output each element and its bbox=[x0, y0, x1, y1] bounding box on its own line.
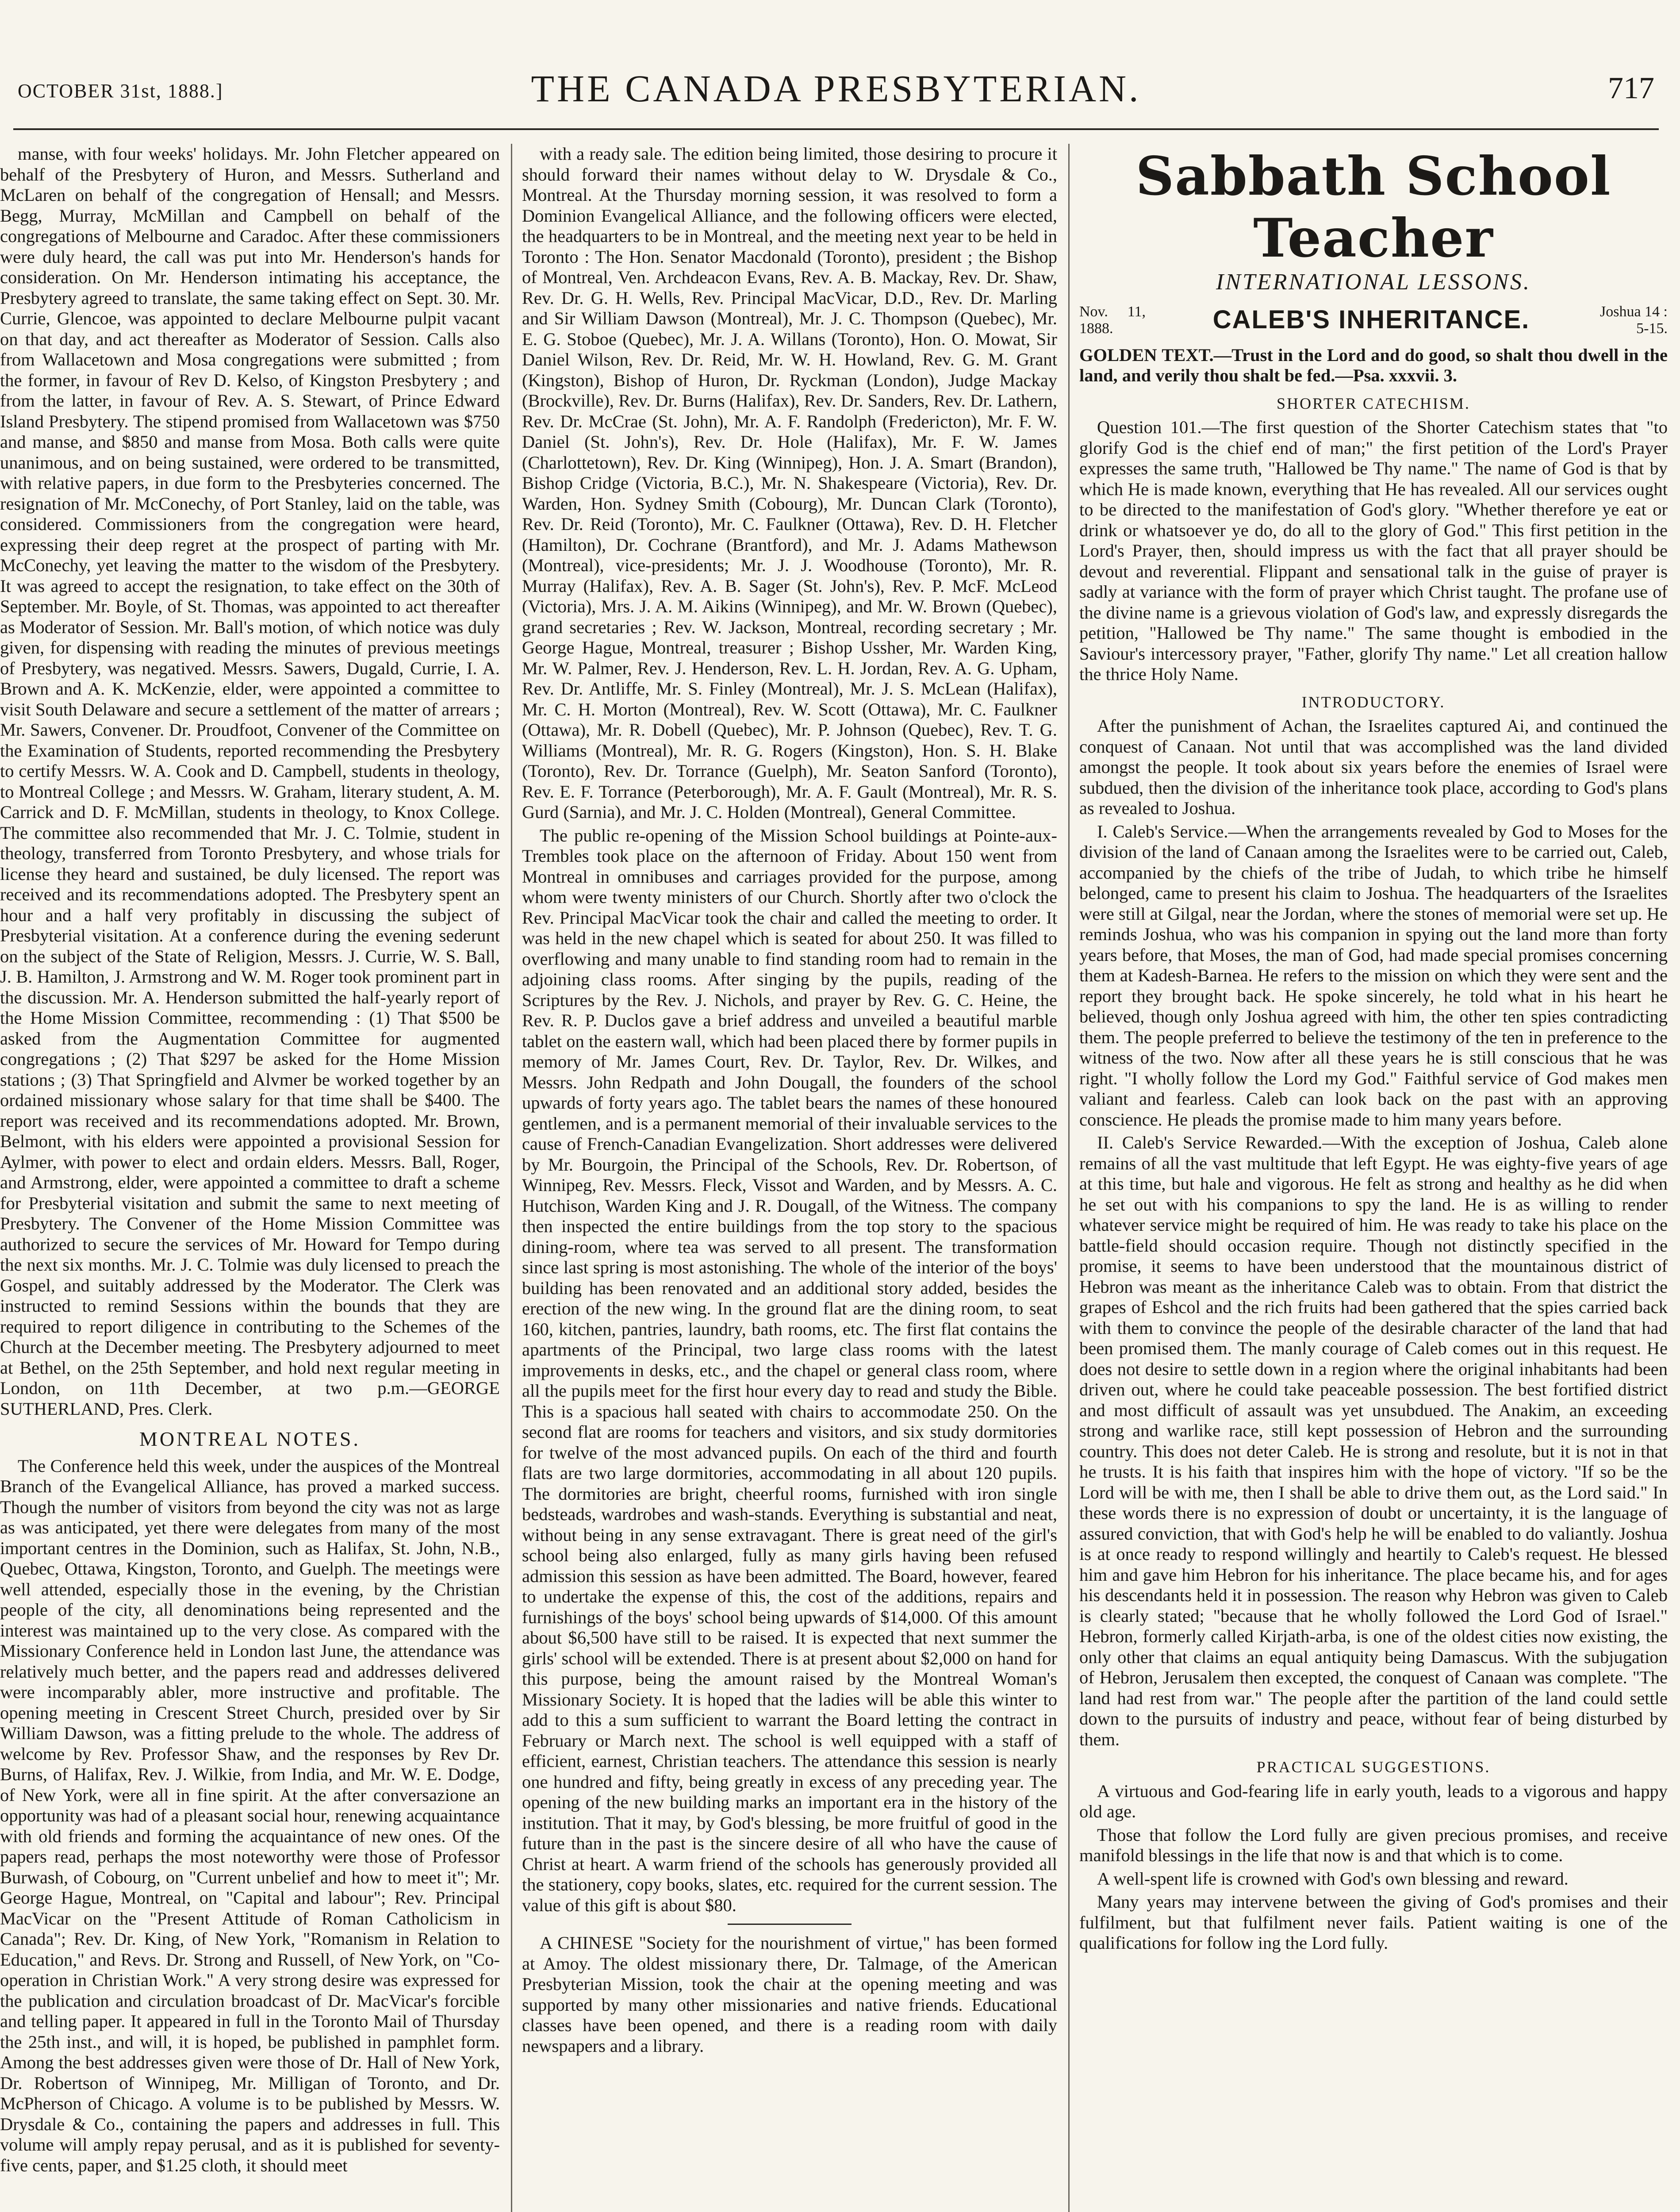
introductory-heading: INTRODUCTORY. bbox=[1301, 693, 1446, 711]
suggestion-item: A well-spent life is crowned with God's own blessing and reward. bbox=[1097, 1868, 1569, 1889]
lesson-title: CALEB'S INHERITANCE. bbox=[1212, 305, 1530, 334]
column-divider-2 bbox=[1068, 144, 1070, 2212]
montreal-notes-heading: MONTREAL NOTES. bbox=[139, 1428, 361, 1450]
calebs-service-rewarded-section: II. Caleb's Service Rewarded.—With the exception of Joshua, Caleb alone remains of all the vast multitude that left Egypt. He was eighty-five years of age at this time, but hale and vigorous. He felt as strong and healthy as he did when he set out with his companions to spy the land. He is as willing to render whatever service might be required of him. He was ready to take his place on the battle-field should occasion require. Though not distinctly specified in the promise, it seems to have been understood that the mountainous district of Hebron was meant as the inheritance Caleb was to obtain. From that district the grapes of Eshcol and the rich fruits had been gathered that the spies carried back with them to convince the people of the desirable character of the land that had been promised them. The manly courage of Caleb comes out in this request. He does not desire to settle down in a region where the original inhabitants had been driven out, where he could take peaceable possession. The best fortified district and most difficult of assault was yet unsubdued. The Anakim, an exceeding strong and warlike race, still kept possession of Hebron and the surrounding country. This does not deter Caleb. He is strong and resolute, but it is not in that he trusts. It is his faith that inspires him with the hope of victory. "If so be the Lord will be with me, then I shall be able to drive them out, as the Lord said." In these words there is no expression of doubt or uncertainty, it is the language of assured conviction, that with God's help he will be enabled to do valiantly. Joshua is at once ready to respond willingly and heartily to Caleb's request. He blessed him and gave him Hebron for his inheritance. The place became his, and for ages his descendants held it in possession. The reason why Hebron was given to Caleb is clearly stated; "because that he wholly followed the Lord God of Israel." Hebron, formerly called Kirjath-arba, is one of the oldest cities now existing, the only other that claims an equal antiquity being Damascus. With the subjugation of Hebron, Jerusalem then excepted, the conquest of Canaan was complete. "The land had rest from war." The people after the partition of the land could settle down to the pursuits of industry and peace, without fear of being disturbed by them. bbox=[1079, 1133, 1668, 1749]
catechism-heading: SHORTER CATECHISM. bbox=[1277, 394, 1470, 412]
lessons-heading: INTERNATIONAL LESSONS. bbox=[1216, 269, 1531, 295]
lesson-date: Nov. 11, 1888. bbox=[1079, 303, 1146, 337]
lesson-title-row bbox=[1079, 303, 1668, 337]
column-divider-1 bbox=[511, 144, 512, 2212]
presbytery-report: manse, with four weeks' holidays. Mr. John Fletcher appeared on behalf of the Presbytery of Huron, and Messrs. Sutherland and McLaren on behalf of the congregation of Hensall; and Messrs. Begg, Murray, McMillan and Campbell on behalf of the congregations of Melbourne and Caradoc. After these commissioners were duly heard, the call was put into Mr. Henderson's hands for consideration. On Mr. Henderson intimating his acceptance, the Presbytery agreed to translate, the same taking effect on Sept. 30. Mr. Currie, Glencoe, was appointed to declare Melbourne pulpit vacant on that day, and act thereafter as Moderator of Session. Calls also from Wallacetown and Mosa congregations were submitted ; from the former, in favour of Rev D. Kelso, of Kingston Presbytery ; and from the latter, in favour of Rev. A. S. Stewart, of Prince Edward Island Presbytery. The stipend promised from Wallacetown was $750 and manse, and $850 and manse from Mosa. Both calls were quite unanimous, and on being sustained, were ordered to be transmitted, with relative papers, in due form to the Presbyteries concerned. The resignation of Mr. McConechy, of Port Stanley, laid on the table, was considered. Commissioners from the congregation were heard, expressing their deep regret at the prospect of parting with Mr. McConechy, yet leaving the matter to the wisdom of the Presbytery. It was agreed to accept the resignation, to take effect on the 30th of September. Mr. Boyle, of St. Thomas, was appointed to act thereafter as Moderator of Session. Mr. Ball's motion, of which notice was duly given, for dispensing with reading the minutes of previous meetings of Presbytery, was negatived. Messrs. Sawers, Dugald, Currie, I. A. Brown and A. K. McKenzie, elder, were appointed a committee to visit South Delaware and secure a settlement of the matter of arrears ; Mr. Sawers, Convener. Dr. Proudfoot, Convener of the Committee on the Examination of Students, reported recommending the Presbytery to certify Messrs. W. A. Cook and D. Campbell, students in theology, to Montreal College ; and Messrs. W. Graham, literary student, A. M. Carrick and D. F. McMillan, students in theology, to Knox College. The committee also recommended that Mr. J. C. Tolmie, student in theology, transferred from Toronto Presbytery, and whose trials for license they heard and sustained, be duly licensed. The report was received and its recommendations adopted. The Presbytery spent an hour and a half very profitably in discussing the subject of Presbyterial visitation. At a conference during the evening sederunt on the subject of the State of Religion, Messrs. J. Currie, W. S. Ball, J. B. Hamilton, J. Armstrong and W. M. Roger took prominent part in the discussion. Mr. A. Henderson submitted the half-yearly report of the Home Mission Committee, recommending : (1) That $500 be asked from the Augmentation Committee for augmented congregations ; (2) That $297 be asked for the Home Mission stations ; (3) That Springfield and Alvmer be worked together by an ordained missionary whose salary for that time shall be $400. The report was received and its recommendations adopted. Mr. Brown, Belmont, with his elders were appointed a provisional Session for Aylmer, with power to elect and ordain elders. Messrs. Ball, Roger, and Armstrong, elder, were appointed a committee to draft a scheme for Presbyterial visitation and submit the same to next meeting of Presbytery. The Convener of the Home Mission Committee was authorized to secure the services of Mr. Howard for Tempo during the next six months. Mr. J. C. Tolmie was duly licensed to preach the Gospel, and suitably addressed by the Moderator. The Clerk was instructed to remind Sessions within the bounds that they are required to report diligence in contributing to the Schemes of the Church at the December meeting. The Presbytery adjourned to meet at Bethel, on the 25th September, and hold next regular meeting in London, on 11th December, at two p.m.—GEORGE SUTHERLAND, Pres. Clerk. bbox=[0, 144, 500, 1419]
section-divider bbox=[728, 1924, 852, 1925]
page-header bbox=[18, 66, 1654, 124]
mission-school-paragraph: The public re-opening of the Mission School buildings at Pointe-aux-Trembles took place on the afternoon of Friday. About 150 went from Montreal in omnibuses and carriages provided for the purpose, among whom were twenty ministers of our Church. Shortly after two o'clock the Rev. Principal MacVicar took the chair and called the meeting to order. It was held in the new chapel which is seated for about 250. It was filled to overflowing and many unable to find standing room had to remain in the adjoining class rooms. After singing by the pupils, reading of the Scriptures by the Rev. J. Nichols, and prayer by Rev. G. C. Heine, the Rev. R. P. Duclos gave a brief address and unveiled a beautiful marble tablet on the eastern wall, which had been placed there by former pupils in memory of Mr. James Court, Rev. Dr. Taylor, Rev. Dr. Wilkes, and Messrs. John Redpath and John Dougall, the founders of the school upwards of forty years ago. The tablet bears the names of these honoured gentlemen, and is a permanent memorial of their invaluable services to the cause of French-Canadian Evangelization. Short addresses were delivered by Mr. Bourgoin, the Principal of the Schools, Rev. Dr. Robertson, of Winnipeg, Rev. Messrs. Fleck, Vissot and Warden, and by Messrs. A. C. Hutchison, Warden King and J. R. Dougall, of the Witness. The company then inspected the entire buildings from the top story to the spacious dining-room, where tea was served to all present. The transformation since last spring is most astonishing. The whole of the interior of the boys' building has been renovated and an additional story added, besides the erection of the new wing. In the ground flat are the dining room, to seat 160, kitchen, pantries, laundry, bath rooms, etc. The first flat contains the apartments of the Principal, two large class rooms with the latest improvements in desks, etc., and the chapel or general class room, where all the pupils meet for the first hour every day to read and study the Bible. This is a spacious hall seated with chairs to accommodate 250. On the second flat are rooms for teachers and visitors, and six study dormitories for twelve of the most advanced pupils. On each of the third and fourth flats are two large dormitories, accommodating in all about 120 pupils. The dormitories are bright, cheerful rooms, furnished with iron single bedsteads, wardrobes and wash-stands. Everything is substantial and neat, without being in any sense extravagant. There is great need of the girl's school being also enlarged, fully as many girls having been refused admission this session as have been admitted. The Board, however, feared to undertake the expense of this, the cost of the additions, repairs and furnishings of the boys' school being upwards of $14,000. Of this amount about $6,500 have still to be raised. It is expected that next summer the girls' school will be extended. There is at present about $2,000 on hand for this purpose, being the amount raised by the Montreal Woman's Missionary Society. It is hoped that the ladies will be able this winter to add to this a sum sufficient to warrant the Board letting the contract in February or March next. The school is well equipped with a staff of efficient, earnest, Christian teachers. The attendance this session is nearly one hundred and fifty, being greatly in excess of any preceding year. The opening of the new building marks an important era in the history of the institution. That it may, by God's blessing, be more fruitful of good in the future than in the past is the sincere desire of all who have the cause of Christ at heart. A warm friend of the schools has generously provided all the stationery, copy books, slates, etc. required for the current session. The value of this gift is about $80. bbox=[522, 825, 1057, 1915]
suggestion-item: Those that follow the Lord fully are given precious promises, and receive manifold blessings in the life that now is and that which is to come. bbox=[1079, 1824, 1668, 1865]
column-2 bbox=[522, 144, 1057, 2212]
suggestion-item: A virtuous and God-fearing life in early youth, leads to a vigorous and happy old age. bbox=[1079, 1781, 1668, 1821]
lesson-reference: Joshua 14 : 5-15. bbox=[1599, 303, 1668, 337]
practical-suggestions-heading: PRACTICAL SUGGESTIONS. bbox=[1256, 1758, 1491, 1776]
introductory-text: After the punishment of Achan, the Israelites captured Ai, and continued the conquest of Canaan. Not until that was accomplished was the land divided amongst the people. It took about six years before the enemies of Israel were subdued, then the division of the inheritance took place, according to God's plans as revealed to Joshua. bbox=[1079, 716, 1668, 818]
catechism-text: Question 101.—The first question of the Shorter Catechism states that "to glorify God is the chief end of man;" the first petition of the Lord's Prayer expresses the same truth, "Hallowed be Thy name." The name of God is that by which He is made known, everything that He has revealed. All our services ought to be directed to the manifestation of God's glory. "Whether therefore ye eat or drink or whatsoever ye do, do all to the glory of God." This first petition in the Lord's Prayer, then, should impress us with the fact that all prayer should be devout and reverential. Flippant and sensational talk in the guise of prayer is sadly at variance with the form of prayer which Christ taught. The profane use of the divine name is a grievous violation of God's law, and expressly disregards the petition, "Hallowed be Thy name." The same thought is embodied in the Saviour's intercessory prayer, "Father, glorify Thy name." Let all creation hallow the thrice Holy Name. bbox=[1079, 417, 1668, 684]
page-number: 717 bbox=[1608, 71, 1654, 105]
golden-text: GOLDEN TEXT.—Trust in the Lord and do good, so shalt thou dwell in the land, and verily thou shalt be fed.—Psa. xxxvii. 3. bbox=[1079, 345, 1668, 385]
suggestion-item: Many years may intervene between the giving of God's promises and their fulfilment, but that fulfilment never fails. Patient waiting is one of the qualifications for follow ing the Lord fully. bbox=[1079, 1892, 1668, 1953]
header-rule bbox=[13, 128, 1659, 130]
masthead-title: THE CANADA PRESBYTERIAN. bbox=[531, 67, 1141, 110]
issue-date: OCTOBER 31st, 1888.] bbox=[18, 80, 223, 102]
chinese-society-paragraph: A CHINESE "Society for the nourishment of virtue," has been formed at Amoy. The oldest missionary there, Dr. Talmage, of the American Presbyterian Mission, took the chair at the opening meeting and was supported by many other missionaries and native friends. Educational classes have been opened, and there is a reading room with daily newspapers and a library. bbox=[522, 1933, 1057, 2056]
montreal-notes-text: The Conference held this week, under the auspices of the Montreal Branch of the Evangelical Alliance, has proved a marked success. Though the number of visitors from beyond the city was not as large as was anticipated, yet there were delegates from many of the most important centres in the Dominion, such as Halifax, St. John, N.B., Quebec, Ottawa, Kingston, Toronto, and Guelph. The meetings were well attended, especially those in the evening, by the Christian people of the city, all denominations being represented and the interest was maintained up to the very close. As compared with the Missionary Conference held in London last June, the attendance was relatively much better, and the papers read and addresses delivered were incomparably abler, more instructive and profitable. The opening meeting in Crescent Street Church, presided over by Sir William Dawson, was a fitting prelude to the whole. The address of welcome by Rev. Professor Shaw, and the responses by Rev Dr. Burns, of Halifax, Rev. J. Wilkie, from India, and Mr. W. E. Dodge, of New York, were all in fine spirit. At the after conversazione an opportunity was had of a pleasant social hour, renewing acquaintance with old friends and forming the acquaintance of new ones. Of the papers read, perhaps the most noteworthy were those of Professor Burwash, of Cobourg, on "Current unbelief and how to meet it"; Mr. George Hague, Montreal, on "Capital and labour"; Rev. Principal MacVicar on the "Present Attitude of Roman Catholicism in Canada"; Rev. Dr. King, of New York, "Romanism in Relation to Education," and Revs. Dr. Strong and Russell, of New York, on "Co-operation in Christian Work." A very strong desire was expressed for the publication and circulation broadcast of Dr. MacVicar's forcible and telling paper. It appeared in full in the Toronto Mail of Thursday the 25th inst., and will, it is hoped, be published in pamphlet form. Among the best addresses given were those of Dr. Hall of New York, Dr. Robertson of Winnipeg, Mr. Milligan of Toronto, and Dr. McPherson of Chicago. A volume is to be published by Messrs. W. Drysdale & Co., containing the papers and addresses in full. This volume will amply repay perusal, and as it is published for seventy-five cents, paper, and $1.25 cloth, it should meet bbox=[0, 1455, 500, 2175]
calebs-service-section: I. Caleb's Service.—When the arrangements revealed by God to Moses for the division of the land of Canaan among the Israelites were to be carried out, Caleb, accompanied by the chiefs of the tribe of Judah, to which tribe he himself belonged, came to present his claim to Joshua. The headquarters of the Israelites were still at Gilgal, near the Jordan, where the stones of memorial were set up. He reminds Joshua, who was his companion in spying out the land more than forty years before, that Moses, the man of God, had made special promises concerning them at Kadesh-Barnea. He refers to the mission on which they were sent and the report they brought back. He spoke sincerely, he told what in his heart he believed, though only Joshua agreed with him, the other ten spies contradicting them. The people preferred to believe the testimony of the ten in preference to the witness of the two. Now after all these years he is still conscious that he was right. "I wholly follow the Lord my God." Faithful service of God makes men valiant and fearless. Caleb can look back on the past with an approving conscience. He pleads the promise made to him many years before. bbox=[1079, 821, 1668, 1129]
alliance-officers-paragraph: with a ready sale. The edition being limited, those desiring to procure it should forward their names without delay to W. Drysdale & Co., Montreal. At the Thursday morning session, it was resolved to form a Dominion Evangelical Alliance, and the following officers were elected, the headquarters to be in Montreal, and the meeting next year to be held in Toronto : The Hon. Senator Macdonald (Toronto), president ; the Bishop of Montreal, Ven. Archdeacon Evans, Rev. A. B. Mackay, Rev. Dr. Shaw, Rev. Dr. G. H. Wells, Rev. Principal MacVicar, D.D., Rev. Dr. Marling and Sir William Dawson (Montreal), Mr. J. C. Thompson (Quebec), Mr. E. G. Stoboe (Quebec), Mr. J. A. Willans (Toronto), Hon. O. Mowat, Sir Daniel Wilson, Rev. Dr. Reid, Mr. W. H. Howland, Rev. G. M. Grant (Kingston), Bishop of Huron, Dr. Ryckman (London), Judge Mackay (Brockville), Rev. Dr. Burns (Halifax), Rev. Dr. Sanders, Rev. Dr. Lathern, Rev. Dr. McCrae (St. John), Mr. A. F. Randolph (Fredericton), Mr. F. W. Daniel (St. John's), Rev. Dr. Hole (Halifax), Mr. F. W. James (Charlottetown), Rev. Dr. King (Winnipeg), Hon. J. A. Smart (Brandon), Bishop Cridge (Victoria, B.C.), Mr. N. Shakespeare (Victoria), Rev. Dr. Warden, Hon. Sydney Smith (Cobourg), Mr. Duncan Clark (Toronto), Rev. Dr. Reid (Toronto), Mr. C. Faulkner (Ottawa), Rev. D. H. Fletcher (Hamilton), Dr. Cochrane (Brantford), and Mr. J. Adams Mathewson (Montreal), vice-presidents; Mr. J. J. Woodhouse (Toronto), Mr. R. Murray (Halifax), Rev. A. B. Sager (St. John's), Rev. P. McF. McLeod (Victoria), Mrs. J. A. M. Aikins (Winnipeg), and Mr. W. Brown (Quebec), grand secretaries ; Rev. W. Jackson, Montreal, recording secretary ; Mr. George Hague, Montreal, treasurer ; Bishop Ussher, Mr. Warden King, Mr. W. Palmer, Rev. J. Henderson, Rev. L. H. Jordan, Rev. A. G. Upham, Rev. Dr. Antliffe, Mr. S. Finley (Montreal), Mr. J. S. McLean (Halifax), Mr. C. H. Morton (Montreal), Rev. W. Scott (Ottawa), Mr. C. Faulkner (Ottawa), Mr. R. Dobell (Quebec), Mr. P. Johnson (Quebec), Rev. T. G. Williams (Montreal), Mr. R. G. Rogers (Kingston), Hon. S. H. Blake (Toronto), Rev. Dr. Torrance (Guelph), Mr. Seaton Sanford (Toronto), Rev. E. F. Torrance (Peterborough), Mr. A. F. Gault (Montreal), Mr. R. S. Gurd (Sarnia), and Mr. J. C. Holden (Montreal), General Committee. bbox=[522, 144, 1057, 822]
column-1 bbox=[0, 144, 500, 2212]
column-3 bbox=[1079, 144, 1668, 2212]
section-banner: Sabbath School Teacher bbox=[1135, 145, 1611, 269]
